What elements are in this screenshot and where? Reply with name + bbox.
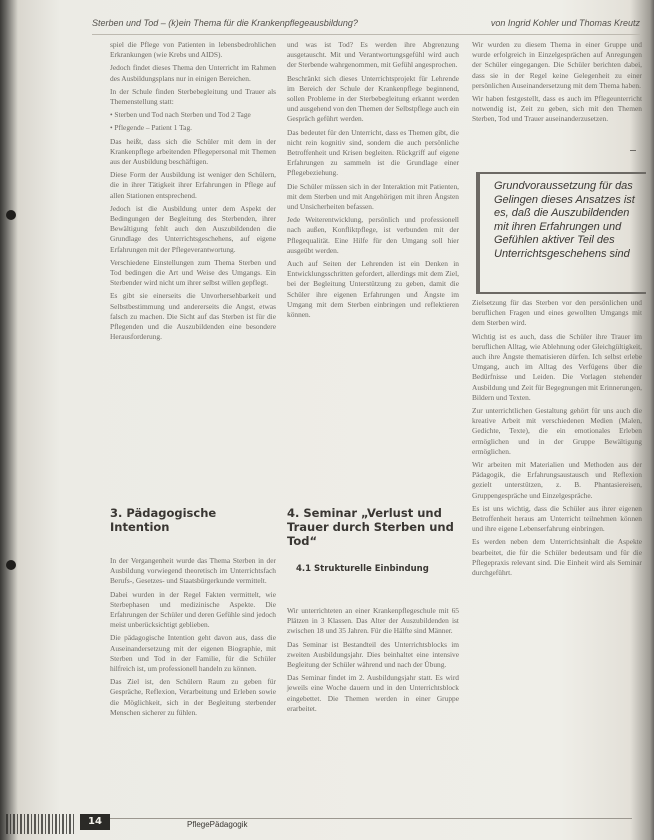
paragraph: Zielsetzung für das Sterben vor den persönlichen und beruflichen Fragen und eines gewollten Umgangs mit dem Sterben wird.	[472, 298, 642, 328]
paragraph: Das Seminar findet im 2. Ausbildungsjahr statt. Es wird jeweils eine Woche dauern und in den Unterrichtsblock eingebettet. Die Themen werden in einer Gruppe erarbeitet.	[287, 673, 459, 713]
paragraph: Beschränkt sich dieses Unterrichtsprojekt für Lehrende im Bereich der Schule der Krankenpflege beginnend, sollen Probleme in der Sterbebegleitung erkannt werden und ausgehend von den Themen der Selbstpflege auch ein Gespräch geführt werden.	[287, 73, 459, 124]
paragraph: Das Seminar ist Bestandteil des Unterrichtsblocks im zweiten Ausbildungsjahr. Dies beinhaltet eine intensive Begleitung der Schüler während und nach der Übung.	[287, 639, 459, 670]
paragraph: In der Vergangenheit wurde das Thema Sterben in der Ausbildung vorwiegend theoretisch im Unterrichtsfach Berufs-, Gesetzes- und Staatsbürgerkunde vermittelt.	[110, 556, 276, 586]
paragraph: Wir arbeiten mit Materialien und Methoden aus der Pädagogik, die Erfahrungsaustausch und Reflexion gezielt unterstützen, z. B. Phantasiereisen, Gruppengespräche und Einzelgespräche.	[472, 460, 642, 500]
list-item: • Pflegende – Patient 1 Tag.	[110, 123, 192, 133]
list-item: • Sterben und Tod nach Sterben und Tod 2 Tage	[110, 110, 251, 120]
paragraph: Es gibt sie einerseits die Unvorhersehbarkeit und Selbstbestimmung und andererseits die Angst, etwas falsch zu machen. Die Sicht auf das Sterben ist für die Pflegenden und die Auszubildenden eine besondere Herausforderung.	[110, 291, 276, 342]
paragraph: und was ist Tod? Es werden ihre Abgrenzung ausgetauscht. Mit und Verantwortungsgefühl wird auch der Sterbende wahrgenommen, mit Gefühl angesprochen.	[287, 40, 459, 70]
paragraph: In der Schule finden Sterbebegleitung und Trauer als Themenstellung statt:	[110, 86, 276, 107]
column-2-bottom	[287, 606, 459, 802]
pull-quote	[476, 172, 646, 294]
paragraph: Jedoch findet dieses Thema den Unterricht im Rahmen des Ausbildungsplans nur in einigen Bereichen.	[110, 63, 276, 83]
paragraph: Wir wurden zu diesem Thema in einer Gruppe und wurde erfolgreich in Einzelgesprächen auf Anregungen der Schüler eingegangen. Die Schüler berichten dabei, dass sie in der Regel keine Gelegenheit zu einer persönlichen Auseinandersetzung mit dem Thema haben.	[472, 40, 642, 90]
column-3-top	[472, 40, 642, 168]
column-1-bottom	[110, 556, 276, 806]
column-2-top	[287, 40, 459, 490]
footer-publication: PflegePädagogik	[187, 820, 248, 829]
paragraph: Das bedeutet für den Unterricht, dass es Themen gibt, die nicht rein kognitiv sind, sondern die auch persönliche Betroffenheit und Krisen begleiten. Rückgriff auf eigene Erfahrungen zu sammeln ist die Grundlage einer Pflegebeziehung.	[287, 127, 459, 178]
paragraph: spiel die Pflege von Patienten in lebensbedrohlichen Erkrankungen (wie Krebs und AIDS).	[110, 40, 276, 60]
paragraph: Wir haben festgestellt, dass es auch im Pflegeunterricht notwendig ist, Zeit zu geben, sich mit den Themen Sterben, Tod und Trauer auseinanderzusetzen.	[472, 94, 642, 124]
footer-rule	[92, 818, 632, 819]
paragraph: Jedoch ist die Ausbildung unter dem Aspekt der Bedingungen der Begleitung des Sterbenden, ihrer Bewältigung fehlt auch den Auszubildenden die Grundlage des Unterrichtsgeschehens, auf eigene Erfahrungen mit der Pflegeverantwortung.	[110, 203, 276, 254]
running-head-title: Sterben und Tod – (k)ein Thema für die Krankenpflegeausbildung?	[92, 18, 358, 28]
paragraph: Es ist uns wichtig, dass die Schüler aus ihrer eigenen Betroffenheit heraus am Unterricht teilnehmen können und ihre eigene Lebenserfahrung einbringen.	[472, 503, 642, 534]
paragraph: Das Ziel ist, den Schülern Raum zu geben für Gespräche, Reflexion, Verarbeitung und Erleben sowie die Möglichkeit, sich in der Begleitung sterbender Menschen sicherer zu fühlen.	[110, 677, 276, 717]
pull-quote-text: Grundvoraussetzung für das Gelingen dieses Ansatzes ist es, daß die Auszubildenden mit ihren Erfahrungen und Gefühlen aktiver Teil des Unterrichtsgeschehens sind	[494, 180, 635, 260]
binding-hole	[6, 560, 16, 570]
binding-hole	[6, 210, 16, 220]
paragraph: Die Schüler müssen sich in der Interaktion mit Patienten, mit dem Sterben und mit Angehörigen mit ihren Ängsten und Unsicherheiten befassen.	[287, 181, 459, 212]
running-head	[92, 18, 640, 32]
paragraph: Die pädagogische Intention geht davon aus, dass die Auseinandersetzung mit der eigenen Biographie, mit Sterben und Tod in der Familie, für die Schüler hilfreich ist, um professionell handeln zu können.	[110, 633, 276, 674]
column-3-bottom	[472, 298, 642, 728]
section-heading-3: 3. Pädagogische Intention	[110, 506, 217, 534]
paragraph: Wichtig ist es auch, dass die Schüler ihre Trauer im beruflichen Alltag, wie Ablehnung oder Gleichgültigkeit, auch ihre Ängste thematisieren dürfen. Ich selbst erlebe Umgang, auch im Alltag des Verfügens über die Bedürfnisse und Leiden. Die Vorlagen stehender Ausbildung und Zeit für Begegnungen mit Erinnerungen, Bildern und Texten.	[472, 331, 642, 402]
column-1-top	[110, 40, 276, 342]
section-heading-4: 4. Seminar „Verlust und Trauer durch Sterben und Tod“	[287, 506, 454, 548]
margin-barcode	[6, 814, 76, 834]
subsection-heading-4-1: 4.1 Strukturelle Einbindung	[296, 564, 429, 574]
paragraph: Diese Form der Ausbildung ist weniger den Schülern, die in ihrer Tätigkeit ihrer Erfahrungen in Pflege auf allen Stationen entsprechend.	[110, 170, 276, 200]
page-number: 14	[80, 814, 110, 830]
margin-mark	[630, 150, 636, 151]
paragraph: Dabei wurden in der Regel Fakten vermittelt, wie Sterbephasen und medizinische Aspekte. Die Erfahrungen der Schüler und deren Gefühle sind jedoch meist unberücksichtigt geblieben.	[110, 589, 276, 630]
paragraph: Das heißt, dass sich die Schüler mit dem in der Krankenpflege arbeitenden Pflegepersonal mit Themen aus der Ausbildung beschäftigen.	[110, 136, 276, 167]
running-head-authors: von Ingrid Kohler und Thomas Kreutz	[490, 18, 640, 28]
paragraph: Wir unterrichteten an einer Krankenpflegeschule mit 65 Plätzen in 3 Klassen. Das Alter der Auszubildenden ist zwischen 18 und 35 Jahren. Für die Hälfte sind Männer.	[287, 606, 459, 636]
paragraph: Auch auf Seiten der Lehrenden ist ein Denken in Entwicklungsschritten gefordert, allerdings mit dem Ziel, bei der Begleitung Unterstützung zu geben, damit die Schüler ihre eigenen Erfahrungen und Ängste im Umgang mit dem Sterben einbringen und reflektieren können.	[287, 259, 459, 320]
header-rule	[92, 34, 640, 35]
paragraph: Es werden neben dem Unterrichtsinhalt die Aspekte bearbeitet, die für die Schüler bedeutsam und für die Pflegepraxis relevant sind. Die Einheit wird als Seminar durchgeführt.	[472, 537, 642, 578]
paragraph: Jede Weiterentwicklung, persönlich und professionell nach außen, Konfliktpflege, ist verbunden mit der Pflegequalität. Eine Hilfe für den Umgang soll hier ausgeübt werden.	[287, 215, 459, 255]
paragraph: Verschiedene Einstellungen zum Thema Sterben und Tod bedingen die Art und Weise des Umgangs. Ein Sterbender wird nicht um ihrer selbst willen gepflegt.	[110, 257, 276, 288]
paragraph: Zur unterrichtlichen Gestaltung gehört für uns auch die kreative Arbeit mit verschiedenen Medien (Malen, Gedichte, Texte), die ein emotionales Erleben ermöglichen und in der Gruppe Bewältigung ermöglichen.	[472, 406, 642, 456]
